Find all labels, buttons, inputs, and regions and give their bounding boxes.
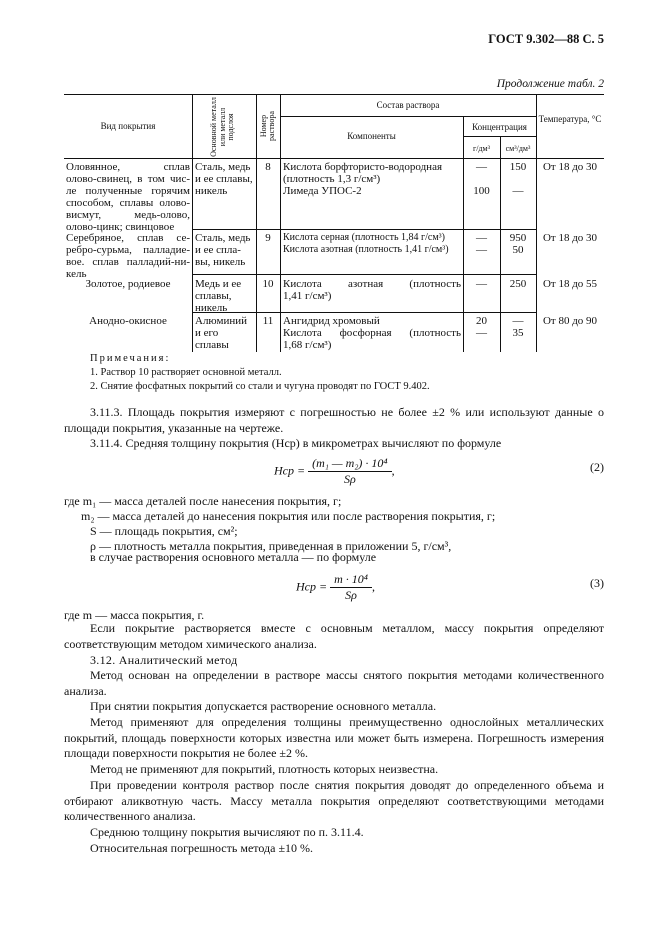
- formula-3-lhs: Hср =: [296, 579, 328, 594]
- cell-line: (плотность 1,3 г/см³): [283, 173, 381, 185]
- cell-line: 35: [512, 327, 524, 339]
- header-concentration: Концентрация: [472, 122, 527, 132]
- header-base-metal-wrap: [191, 96, 255, 158]
- header-components: Компоненты: [347, 131, 396, 141]
- cell-line: никель: [195, 302, 228, 314]
- cell-line: кель: [66, 268, 87, 280]
- where-s: S — площадь покрытия, см²;: [90, 524, 238, 538]
- table-row-base: [195, 232, 257, 268]
- cell-line: сплавы,: [195, 290, 232, 302]
- table-row-cm3: [500, 315, 536, 339]
- cell-line: Ангидрид хромовый: [283, 315, 380, 327]
- paragraph-thickness-calc: Среднюю толщину покрытия вычисляют по п. 3.11.4.: [90, 825, 364, 839]
- cell-line: сплавы: [195, 339, 229, 351]
- paragraph-relative-error: Относительная погрешность метода ±10 %.: [90, 841, 314, 855]
- cell-line: 50: [512, 244, 524, 256]
- table-row-base: [195, 315, 257, 351]
- header-coating-type: Вид покрытия: [100, 121, 156, 131]
- paragraph-base-dissolution: При снятии покрытия допускается растворение основного металла.: [90, 699, 437, 713]
- where-m: где m — масса покрытия, г.: [64, 608, 205, 622]
- cell-line: —: [512, 315, 524, 327]
- formula-3-denominator: Sρ: [345, 588, 357, 602]
- cell-line: 950: [509, 232, 527, 244]
- cell-line: 150: [509, 161, 527, 173]
- where-m2: m₂ — масса деталей до нанесения покрытия или после растворения покрытия, г;: [81, 509, 496, 523]
- cell-line: и ее спла-: [195, 244, 241, 256]
- cell-line: ребро-сурьма, палладие-: [66, 244, 190, 256]
- table-row-components: [283, 232, 463, 256]
- table-row-g: [463, 161, 500, 197]
- table-row-components: [283, 315, 461, 351]
- cell-line: 100: [473, 185, 490, 197]
- table-row-cm3: [500, 278, 536, 290]
- table-row-g: [463, 315, 500, 339]
- cell-line: —: [512, 185, 524, 197]
- table-row-temp: От 18 до 30: [542, 161, 598, 173]
- header-temperature: Температура, °С: [538, 114, 602, 124]
- table-row-number: 11: [262, 315, 274, 327]
- paragraph-3-11-3: 3.11.3. Площадь покрытия измеряют с погрешностью не более ±2 % или используют данные о площади покрытия, указанные на чертеже.: [64, 405, 604, 435]
- cell-line: Кислота азотная (плотность: [283, 278, 461, 290]
- cell-line: —: [476, 244, 487, 256]
- cell-line: 1,41 г/см³): [283, 290, 332, 302]
- cell-line: 250: [509, 278, 527, 290]
- table-row-components: [283, 278, 461, 302]
- cell-line: 20: [476, 315, 487, 327]
- header-composition: Состав раствора: [376, 100, 440, 110]
- cell-line: Медь и ее: [195, 278, 242, 290]
- formula-2-fraction: [308, 456, 392, 487]
- cell-line: Серебряное, сплав се-: [66, 232, 190, 244]
- note-item: 2. Снятие фосфатных покрытий со стали и чугуна проводят по ГОСТ 9.402.: [90, 381, 430, 392]
- where-base-dissolve: в случае растворения основного металла — по формуле: [90, 550, 377, 564]
- formula-2-number: (2): [590, 460, 604, 474]
- cell-line: —: [476, 278, 487, 290]
- cell-line: и ее сплавы,: [195, 173, 253, 185]
- paragraph-control-procedure: При проведении контроля раствор после снятия покрытия доводят до определенного объема и отбирают аликвотную часть. Массу металла покрытия определяют соответствующими методами количественного анализа.: [64, 778, 604, 823]
- table-row-temp: От 80 до 90: [542, 315, 598, 327]
- cell-line: ле полученные горячим: [66, 185, 190, 197]
- formula-2-numerator: (m₁ — m₂) · 10⁴: [308, 456, 392, 472]
- table-notes: [90, 352, 430, 394]
- table-row-temp: От 18 до 55: [542, 278, 598, 290]
- formula-3-fraction: [330, 572, 372, 603]
- cell-line: Анодно-окисное: [89, 315, 167, 327]
- cell-line: Кислота серная (плотность 1,84 г/см³): [283, 232, 445, 243]
- table-row-number: 10: [262, 278, 274, 290]
- solutions-table: [64, 94, 604, 352]
- cell-spacer: [463, 173, 500, 185]
- cell-line: висмут, медь-олово,: [66, 209, 190, 221]
- formula-2: Hср = $\frac{\text{(m₁ — m₂) · 10⁴}}{S\rho}$ ,: [274, 456, 395, 486]
- notes-title: Примечания:: [90, 353, 171, 364]
- table-row-g: [463, 278, 500, 290]
- table-row-coating: [66, 232, 190, 280]
- cell-line: Оловянное, сплав: [66, 161, 190, 173]
- table-row-base: [195, 161, 257, 197]
- formula-2-lhs: Hср =: [274, 463, 306, 478]
- cell-line: никель: [195, 185, 228, 197]
- header-solution-number: Номер раствора: [258, 111, 276, 141]
- section-3-12-title: 3.12. Аналитический метод: [90, 653, 238, 667]
- cell-line: —: [476, 232, 487, 244]
- paragraph-method-limit: Метод не применяют для покрытий, плотность которых неизвестна.: [90, 762, 439, 776]
- cell-line: Кислота борфтористо-водородная: [283, 161, 443, 173]
- table-row-components: [283, 161, 463, 197]
- cell-line: и его: [195, 327, 219, 339]
- cell-line: —: [476, 161, 487, 173]
- table-row-cm3: [500, 232, 536, 256]
- cell-line: 1,68 г/см³): [283, 339, 332, 351]
- table-row-number: 8: [265, 161, 271, 173]
- table-row-coating: [66, 315, 190, 327]
- formula-3-number: (3): [590, 576, 604, 590]
- paragraph-dissolve: Если покрытие растворяется вместе с основным металлом, массу покрытия определяют соответствующим методом химического анализа.: [64, 621, 604, 651]
- paragraph-method-basis: Метод основан на определении в растворе массы снятого покрытия методами количественного анализа.: [64, 668, 604, 698]
- formula-2-denominator: Sρ: [343, 472, 356, 486]
- paragraph-method-application: Метод применяют для определения толщины преимущественно однослойных металлических покрытий, площадь поверхности которых известна или может быть измерена. Погрешность измерения площади поверхности покрытия не более ±2 %.: [64, 715, 604, 760]
- cell-line: Лимеда УПОС-2: [283, 185, 362, 197]
- cell-line: олово-свинец, в том чис-: [66, 173, 190, 185]
- cell-line: способом, сплавы олово-: [66, 197, 190, 209]
- where-rho: ρ — плотность металла покрытия, приведенная в приложении 5, г/см³,: [90, 539, 452, 553]
- table-row-coating: [66, 161, 190, 233]
- cell-line: Сталь, медь: [195, 161, 251, 173]
- table-continuation-label: Продолжение табл. 2: [496, 78, 604, 90]
- table-row-cm3: [500, 161, 536, 197]
- cell-spacer: [500, 173, 536, 185]
- cell-line: —: [476, 327, 487, 339]
- cell-line: вы, никель: [195, 256, 246, 268]
- header-base-metal: Основной металл или металл подслоя: [209, 97, 236, 157]
- table-row-g: [463, 232, 500, 256]
- cell-line: Кислота азотная (плотность 1,41 г/см³): [283, 244, 449, 255]
- note-item: 1. Раствор 10 растворяет основной металл.: [90, 367, 282, 378]
- formula-3: Hср = $\frac{\text{m · 10⁴}}{S\rho}$ ,: [296, 572, 375, 602]
- table-row-coating: [66, 278, 190, 290]
- cell-line: Золотое, родиевое: [85, 278, 171, 290]
- header-cm3-dm3: см³/дм³: [505, 144, 531, 153]
- table-row-number: 9: [265, 232, 271, 244]
- page-header: ГОСТ 9.302—88 С. 5: [488, 32, 604, 46]
- header-g-dm3: г/дм³: [472, 144, 491, 153]
- table-row-base: [195, 278, 257, 314]
- paragraph-3-11-4: 3.11.4. Средняя толщину покрытия (Hср) в микрометрах вычисляют по формуле: [90, 436, 502, 450]
- cell-line: олово-цинк; свинцовое: [66, 221, 175, 233]
- formula-3-numerator: m · 10⁴: [330, 572, 372, 588]
- cell-line: Сталь, медь: [195, 232, 251, 244]
- cell-line: Алюминий: [195, 315, 248, 327]
- where-m1: где m₁ — масса деталей после нанесения покрытия, г;: [64, 494, 342, 508]
- cell-line: Кислота фосфорная (плотность: [283, 327, 461, 339]
- table-row-temp: От 18 до 30: [542, 232, 598, 244]
- cell-line: вое. сплав палладий-ни-: [66, 256, 190, 268]
